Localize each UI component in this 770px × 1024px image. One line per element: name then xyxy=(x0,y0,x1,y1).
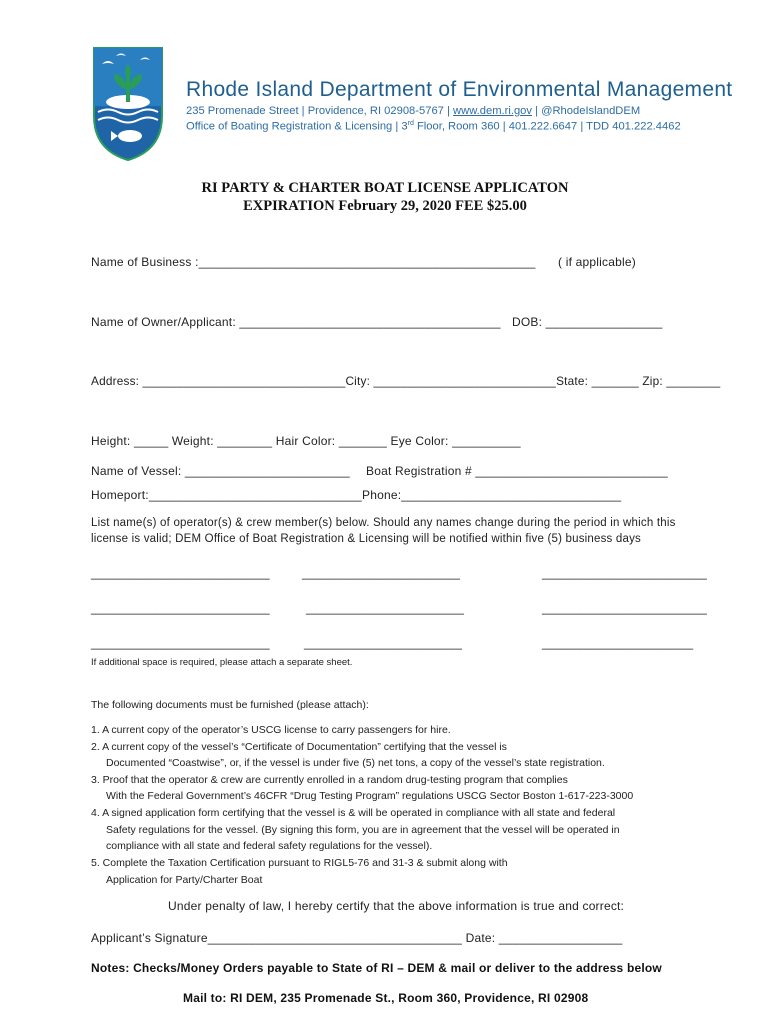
document-item: 4. A signed application form certifying that the vessel is & will be operated in compliance with all state and federal xyxy=(91,807,616,819)
payment-notes: Notes: Checks/Money Orders payable to State of RI – DEM & mail or deliver to the address below xyxy=(91,961,662,975)
document-item-cont: Safety regulations for the vessel. (By signing this form, you are in agreement that the vessel will be operated in xyxy=(106,824,620,836)
document-item-cont: compliance with all state and federal safety regulations for the vessel). xyxy=(106,840,433,852)
office-contact: Floor, Room 360 | 401.222.6647 | TDD 401.222.4462 xyxy=(413,120,681,133)
office-line xyxy=(186,120,681,133)
business-name-field[interactable]: Name of Business :_________________________________________________ xyxy=(91,255,536,269)
crew-name-field[interactable]: __________________________ xyxy=(91,601,270,615)
floor-suffix: rd xyxy=(407,120,414,127)
business-note: ( if applicable) xyxy=(558,255,636,269)
website-link[interactable]: www.dem.ri.gov xyxy=(453,105,532,117)
address-text: 235 Promenade Street | Providence, RI 02908-5767 | xyxy=(186,105,454,117)
document-item-cont: Application for Party/Charter Boat xyxy=(106,874,263,886)
office-text: Office of Boating Registration & Licensing | 3 xyxy=(186,120,408,133)
address-line xyxy=(186,105,640,117)
document-item: 3. Proof that the operator & crew are currently enrolled in a random drug-testing program that complies xyxy=(91,774,568,786)
certification-statement: Under penalty of law, I hereby certify that the above information is true and correct: xyxy=(168,899,625,913)
social-handle: | @RhodeIslandDEM xyxy=(532,105,641,117)
form-title-line2: EXPIRATION February 29, 2020 FEE $25.00 xyxy=(243,198,527,214)
address-field[interactable]: Address: ______________________________City: ___________________________State: _______ Zip: ________ xyxy=(91,374,721,388)
signature-date-field[interactable]: Applicant’s Signature_____________________________________ Date: __________________ xyxy=(91,931,623,945)
crew-instruction: List name(s) of operator(s) & crew member(s) below. Should any names change during the period in which this xyxy=(91,517,676,529)
document-item-cont: With the Federal Government’s 46CFR “Drug Testing Program” regulations USCG Sector Boston 1-617-223-3000 xyxy=(106,790,634,802)
ri-dem-logo xyxy=(92,46,164,162)
vessel-name-field[interactable]: Name of Vessel: ________________________ xyxy=(91,464,350,478)
physical-description-field[interactable]: Height: _____ Weight: ________ Hair Color: _______ Eye Color: __________ xyxy=(91,434,521,448)
crew-name-field[interactable]: ________________________ xyxy=(542,601,707,615)
boat-registration-field[interactable]: Boat Registration # ____________________________ xyxy=(366,464,668,478)
crew-instruction-cont: license is valid; DEM Office of Boat Registration & Licensing will be notified within five (5) business days xyxy=(91,533,641,545)
crew-name-field[interactable]: ________________________ xyxy=(542,566,707,580)
crew-name-field[interactable]: _______________________ xyxy=(302,566,461,580)
homeport-field[interactable]: Homeport:_______________________________ xyxy=(91,488,362,502)
crew-name-field[interactable]: ______________________ xyxy=(542,636,694,650)
document-item: 2. A current copy of the vessel’s “Certificate of Documentation” certifying that the vessel is xyxy=(91,741,507,753)
phone-field[interactable]: Phone:________________________________ xyxy=(362,488,622,502)
crew-name-field[interactable]: _______________________ xyxy=(304,636,463,650)
crew-name-field[interactable]: __________________________ xyxy=(91,636,270,650)
owner-name-field[interactable]: Name of Owner/Applicant: ______________________________________ xyxy=(91,315,501,329)
mailing-address: Mail to: RI DEM, 235 Promenade St., Room 360, Providence, RI 02908 xyxy=(183,991,589,1005)
additional-space-note: If additional space is required, please attach a separate sheet. xyxy=(91,657,353,668)
form-title-line1: RI PARTY & CHARTER BOAT LICENSE APPLICATON xyxy=(201,180,569,196)
org-name: Rhode Island Department of Environmental Management xyxy=(186,78,733,101)
document-item-cont: Documented “Coastwise”, or, if the vessel is under five (5) net tons, a copy of the vessel’s state registration. xyxy=(106,757,605,769)
document-item: 5. Complete the Taxation Certification pursuant to RIGL5-76 and 31-3 & submit along with xyxy=(91,857,508,869)
crew-name-field[interactable]: __________________________ xyxy=(91,566,270,580)
crew-name-field[interactable]: _______________________ xyxy=(306,601,465,615)
document-item: 1. A current copy of the operator’s USCG license to carry passengers for hire. xyxy=(91,724,451,736)
dob-field[interactable]: DOB: _________________ xyxy=(512,315,663,329)
documents-intro: The following documents must be furnished (please attach): xyxy=(91,699,369,711)
